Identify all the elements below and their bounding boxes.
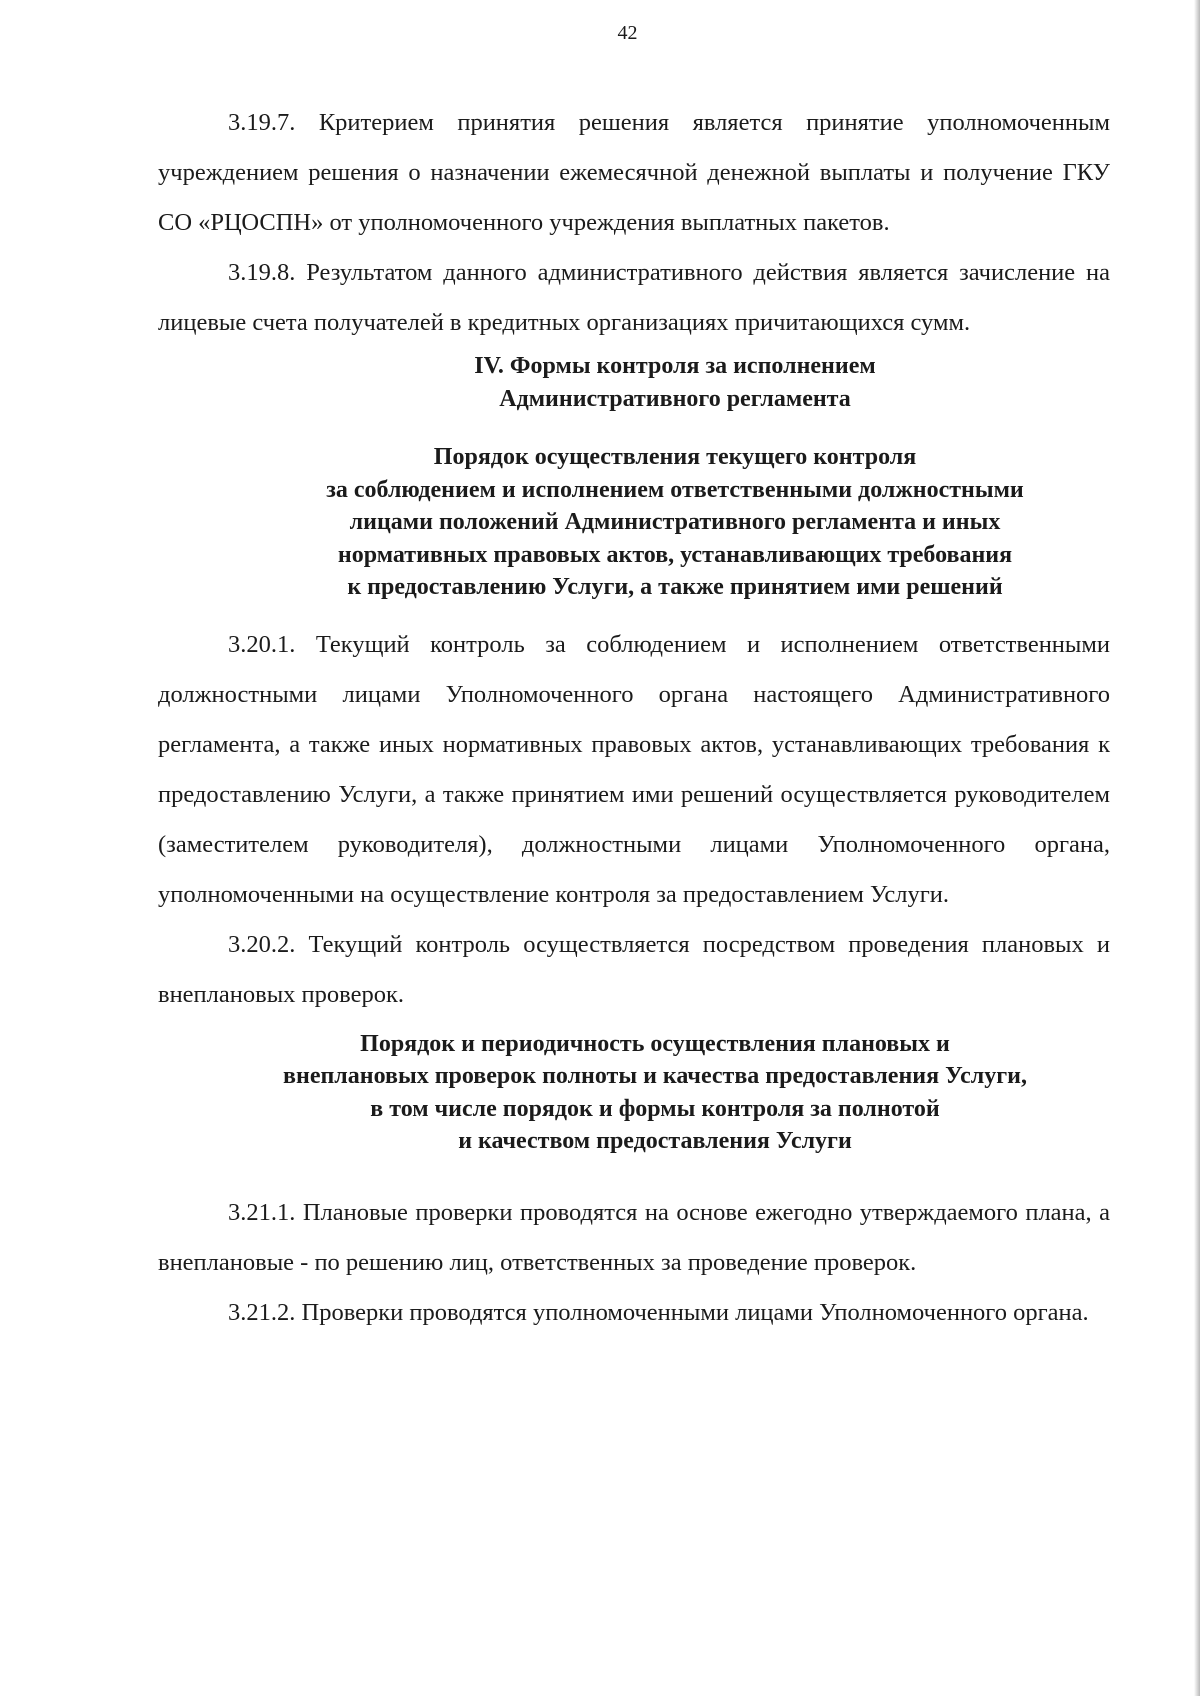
heading-line: IV. Формы контроля за исполнением — [474, 353, 876, 379]
paragraph-3-21-2: 3.21.2. Проверки проводятся уполномоченными лицами Уполномоченного органа. — [228, 1298, 1089, 1326]
subsection-heading-inspections — [158, 1028, 1110, 1158]
heading-line: лицами положений Административного регламента и иных — [349, 509, 1001, 535]
subsection-heading-current-control — [158, 441, 1110, 604]
page-number: 42 — [617, 22, 638, 44]
paragraph-3-19-7: 3.19.7. Критерием принятия решения является принятие уполномоченным учреждением решения о назначении ежемесячной денежной выплаты и получение ГКУ СО «РЦОСПН» от уполномоченного учреждения выплатных пакетов. — [158, 109, 1110, 236]
heading-line: внеплановых проверок полноты и качества предоставления Услуги, — [283, 1063, 1027, 1089]
page-edge-shadow — [1194, 0, 1200, 1696]
heading-line: в том числе порядок и формы контроля за полнотой — [370, 1095, 940, 1122]
heading-line: за соблюдением и исполнением ответственными должностными — [326, 476, 1024, 503]
document-body — [158, 98, 1110, 1338]
heading-line: Порядок и периодичность осуществления плановых и — [360, 1030, 950, 1057]
heading-line: нормативных правовых актов, устанавливающих требования — [337, 541, 1013, 568]
paragraph-3-20-1: 3.20.1. Текущий контроль за соблюдением и исполнением ответственными должностными лицами Уполномоченного органа настоящего Административного регламента, а также иных нормативных правовых актов, устанавливающих требования к предоставлению Услуги, а также принятием ими решений осуществляется руководителем (заместителем руководителя), должностными лицами Уполномоченного органа, уполномоченными на осуществление контроля за предоставлением Услуги. — [158, 630, 1110, 908]
heading-line: Административного регламента — [499, 385, 851, 412]
heading-line: и качеством предоставления Услуги — [458, 1128, 852, 1154]
heading-line: Порядок осуществления текущего контроля — [433, 444, 917, 470]
paragraph-3-21-1: 3.21.1. Плановые проверки проводятся на основе ежегодно утверждаемого плана, а внеплановые - по решению лиц, ответственных за проведение проверок. — [158, 1198, 1110, 1276]
section-heading-iv — [158, 350, 1110, 415]
paragraph-3-20-2: 3.20.2. Текущий контроль осуществляется посредством проведения плановых и внеплановых проверок. — [158, 930, 1110, 1008]
heading-line: к предоставлению Услуги, а также принятием ими решений — [347, 574, 1003, 600]
paragraph-3-19-8: 3.19.8. Результатом данного административного действия является зачисление на лицевые счета получателей в кредитных организациях причитающихся сумм. — [158, 259, 1110, 336]
